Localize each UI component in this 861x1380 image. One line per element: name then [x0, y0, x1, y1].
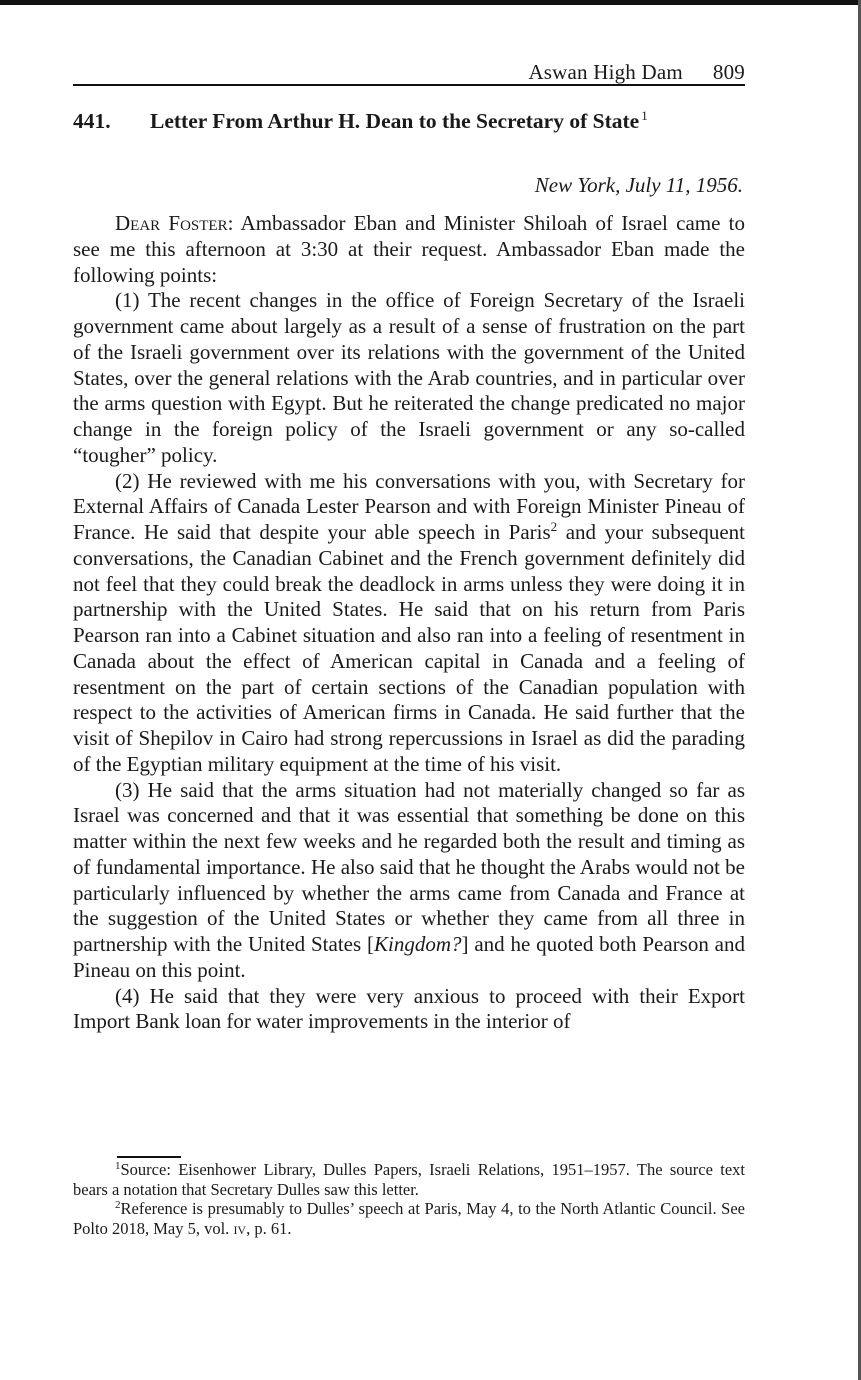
footnote-ref-2[interactable]: 2 — [550, 519, 558, 534]
footnote-rule — [117, 1156, 181, 1158]
dateline: New York, July 11, 1956. — [534, 173, 743, 197]
footnote-2-text-a: Reference is presumably to Dulles’ speech at Paris, May 4, to the North Atlantic Council. See Polto 2018, May 5, vol. — [73, 1199, 745, 1238]
footnote-ref-1[interactable]: 1 — [641, 108, 648, 123]
footnote-2 — [73, 1199, 745, 1238]
footnotes — [73, 1160, 745, 1238]
running-head — [73, 60, 745, 85]
paragraph-4: (4) He said that they were very anxious to proceed with their Export Import Bank loan for water improvements in the interior of — [73, 983, 745, 1034]
footnote-1-text: Source: Eisenhower Library, Dulles Papers, Israeli Relations, 1951–1957. The source text bears a notation that Secretary Dulles saw this letter. — [73, 1160, 745, 1199]
salutation: Dear Foster: — [115, 211, 234, 235]
paragraph-2 — [73, 469, 745, 778]
footnote-1 — [73, 1160, 745, 1199]
page-number: 809 — [712, 60, 745, 84]
paragraph-3-text-b: ] and he quoted both Pearson and Pineau on this point. — [73, 932, 745, 982]
document-title: Letter From Arthur H. Dean to the Secretary of State — [150, 109, 640, 133]
editorial-insertion: Kingdom? — [373, 932, 462, 956]
paragraph-3 — [73, 778, 745, 984]
paragraph-3-text-a: (3) He said that the arms situation had not materially changed so far as Israel was concerned and that it was essential that something be done on this matter within the next few weeks and he regarded both the result and timing as of fundamental importance. He also said that he thought the Arabs would not be particularly influenced by whether the arms came from Canada and France at the suggestion of the United States or whether they came from all three in partnership with the United States [ — [73, 777, 745, 956]
footnote-2-volume: iv — [233, 1218, 247, 1238]
paragraph-2-text-b: and your subsequent conversations, the Canadian Cabinet and the French government definitely did not feel that they could break the deadlock in arms unless they were doing it in partnership with the United States. He said that on his return from Paris Pearson ran into a Cabinet situation and also ran into a feeling of resentment in Canada about the effect of American capital in Canada and a feeling of resentment on the part of certain sections of the Canadian population with respect to the activities of American firms in Canada. He said further that the visit of Shepilov in Cairo had strong repercussions in Israel as did the parading of the Egyptian military equipment at the time of his visit. — [73, 520, 745, 776]
running-head-rule — [73, 84, 745, 86]
paragraph-2-text-a: (2) He reviewed with me his conversations with you, with Secretary for External Affairs of Canada Lester Pearson and with Foreign Minister Pineau of France. He said that despite your able speech in Paris — [73, 468, 745, 544]
letter-body — [73, 211, 745, 1035]
document-number: 441. — [73, 109, 111, 133]
document-heading — [73, 108, 745, 134]
footnote-2-mark: 2 — [115, 1199, 121, 1211]
footnote-2-text-b: , p. 61. — [246, 1218, 292, 1238]
paragraph-intro — [73, 211, 745, 288]
footnote-1-mark: 1 — [115, 1160, 121, 1172]
top-edge-rule — [0, 0, 861, 5]
running-head-title: Aswan High Dam — [528, 60, 683, 84]
paragraph-intro-text: Ambassador Eban and Minister Shiloah of Israel came to see me this afternoon at 3:30 at their request. Ambassador Eban made the following points: — [73, 211, 746, 287]
paragraph-1: (1) The recent changes in the office of Foreign Secretary of the Israeli government came about largely as a result of a sense of frustration on the part of the Israeli government over its relations with the government of the United States, over the general relations with the Arab countries, and in particular over the arms question with Egypt. But he reiterated the change predicated no major change in the foreign policy of the Israeli government or any so-called “tougher” policy. — [73, 288, 745, 467]
